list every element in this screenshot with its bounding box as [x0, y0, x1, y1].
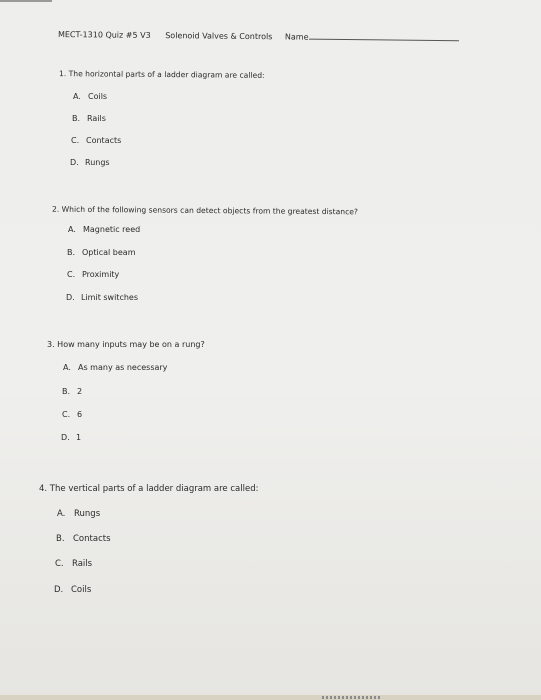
option-text: Proximity: [82, 270, 120, 279]
option-text: Rungs: [74, 509, 101, 519]
option-letter: D.: [61, 433, 70, 442]
option-text: Limit switches: [81, 293, 139, 302]
question-4-option-d: [54, 585, 91, 595]
question-3-option-a: [63, 363, 167, 372]
option-letter: D.: [66, 293, 75, 302]
option-letter: A.: [57, 509, 66, 519]
question-4-text: 4. The vertical parts of a ladder diagram are called:: [39, 484, 259, 494]
question-2-option-a: [68, 225, 140, 234]
option-letter: B.: [62, 387, 71, 396]
question-1-option-c: [71, 136, 121, 145]
option-text: Optical beam: [82, 248, 136, 257]
option-letter: C.: [71, 136, 80, 145]
question-4-option-c: [55, 559, 92, 569]
question-2-text: 2. Which of the following sensors can detect objects from the greatest distance?: [51, 204, 359, 217]
quiz-header: [58, 28, 459, 43]
name-line: [309, 31, 459, 42]
question-1-option-b: [72, 114, 106, 123]
question-3-text: 3. How many inputs may be on a rung?: [47, 340, 205, 349]
option-text: Coils: [71, 585, 92, 595]
option-text: Coils: [88, 92, 108, 101]
question-4-option-a: [57, 509, 100, 519]
bottom-edge-mark: [322, 696, 380, 699]
option-text: Rungs: [85, 158, 110, 167]
question-2-option-b: [67, 248, 136, 257]
option-letter: B.: [56, 534, 65, 544]
option-letter: D.: [70, 158, 79, 167]
option-text: Magnetic reed: [83, 225, 141, 234]
question-1-option-a: [73, 92, 107, 101]
option-text: Rails: [72, 559, 93, 569]
option-text: Contacts: [73, 534, 111, 544]
option-text: 2: [77, 387, 83, 396]
option-text: Contacts: [86, 136, 122, 145]
option-letter: A.: [63, 363, 71, 372]
bottom-edge: [0, 695, 541, 700]
question-3-option-b: [62, 387, 82, 396]
option-letter: C.: [62, 410, 71, 419]
question-2-option-d: [66, 293, 138, 302]
option-letter: B.: [67, 248, 76, 257]
question-1-option-d: [70, 158, 110, 167]
option-letter: B.: [72, 114, 81, 123]
question-3-option-d: [61, 433, 81, 442]
option-text: As many as necessary: [78, 363, 168, 372]
top-edge-mark: [0, 0, 52, 2]
question-3-option-c: [62, 410, 82, 419]
option-text: Rails: [87, 114, 106, 123]
option-letter: D.: [54, 585, 64, 595]
option-letter: C.: [55, 559, 64, 569]
course-title: MECT-1310 Quiz #5 V3: [57, 30, 151, 40]
option-letter: C.: [67, 270, 76, 279]
question-1-text: 1. The horizontal parts of a ladder diagram are called:: [58, 69, 265, 80]
question-4-option-b: [56, 534, 111, 544]
option-text: 6: [77, 410, 83, 419]
option-letter: A.: [68, 225, 76, 234]
quiz-topic: Solenoid Valves & Controls: [165, 31, 273, 42]
option-text: 1: [76, 433, 82, 442]
option-letter: A.: [73, 92, 81, 101]
question-2-option-c: [67, 270, 119, 279]
name-label: Name: [284, 32, 309, 42]
